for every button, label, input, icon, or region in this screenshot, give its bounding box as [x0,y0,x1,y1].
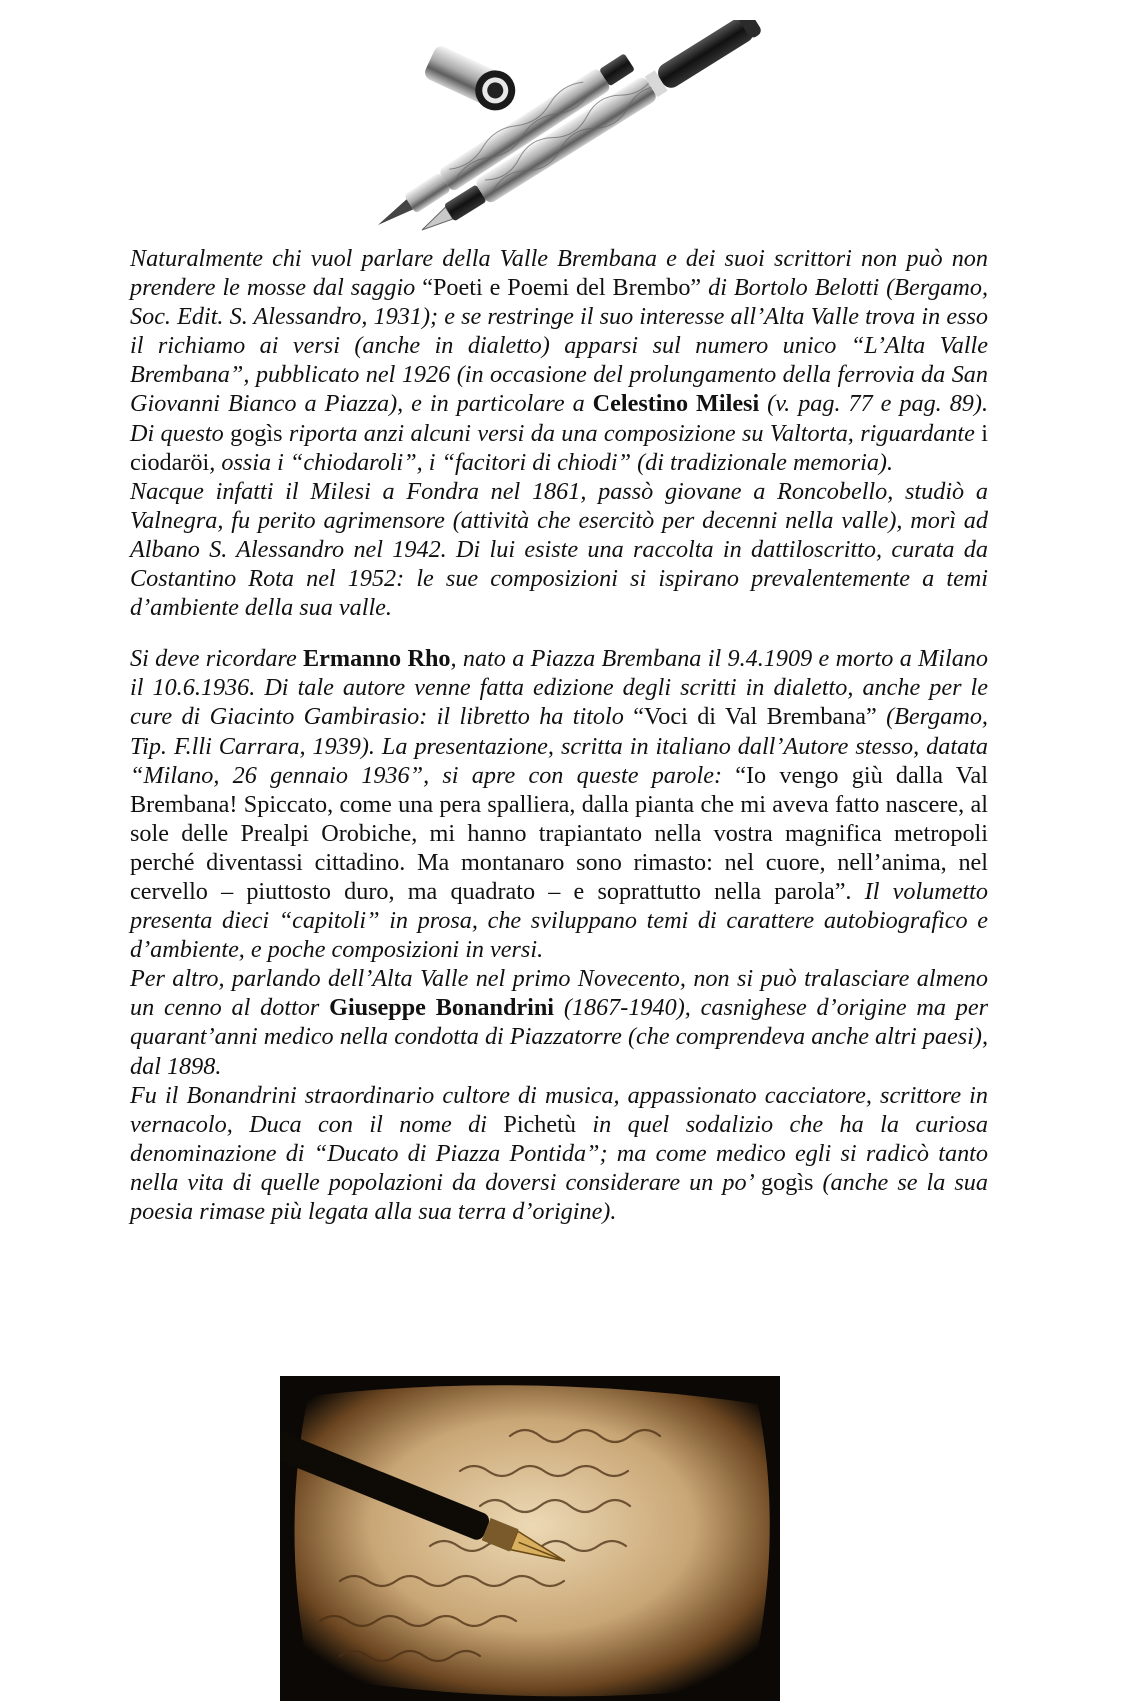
text-segment: (v. pag. 77 e pag. 89). Di questo [130,390,988,447]
text-segment: “Io vengo giù dalla Val Brembana! Spiccato, come una pera spalliera, dalla pianta che mi aveva fatto nascere, al sole delle Prealpi Orobiche, mi hanno trapiantato nella vostra magnifica metropoli perché diventassi cittadino. Ma montanaro sono rimasto: nel cuore, nell’anima, nel cervello – piuttosto duro, ma quadrato – e soprattutto nella parola”. [130,761,988,905]
article-text [130,244,988,1226]
text-segment: di Bortolo Belotti (Bergamo, Soc. Edit. S. Alessandro, 1931); e se restringe il suo interesse all’Alta Valle trova in esso il richiamo ai versi (anche in dialetto) apparsi sul numero unico “L’Alta Valle Brembana”, pubblicato nel 1926 (in occasione del prolungamento della ferrovia da San Giovanni Bianco a Piazza), e in particolare a [130,274,988,418]
text-segment: gogìs [230,419,283,447]
paragraph-3 [130,644,988,964]
paragraph-1 [130,244,988,477]
text-segment: i ciodaröi [130,419,988,476]
text-segment: Fu il Bonandrini straordinario cultore di musica, appassionato cacciatore, scrittore in vernacolo, Duca con il nome di [130,1081,988,1138]
text-segment: Il volumetto presenta dieci “capitoli” in prosa, che sviluppano temi di carattere autobiografico e d’ambiente, e poche composizioni in versi. [130,877,988,964]
text-segment: Celestino Milesi [592,390,760,418]
text-segment: (anche se la sua poesia rimase più legata alla sua terra d’origine). [130,1168,988,1225]
text-segment: Naturalmente chi vuol parlare della Valle Brembana e dei suoi scrittori non può non prendere le mosse dal saggio [130,245,988,302]
text-segment: in quel sodalizio che ha la curiosa denominazione di “Ducato di Piazza Pontida”; ma come medico egli si radicò tanto nella vita di quelle popolazioni da doversi considerare un po’ [130,1110,988,1196]
text-segment: , nato a Piazza Brembana il 9.4.1909 e morto a Milano il 10.6.1936. Di tale autore venne fatta edizione degli scritti in dialetto, anche per le cure di Giacinto Gambirasio: il libretto ha titolo [130,645,988,731]
text-segment: “Voci di Val Brembana” [633,703,877,731]
paragraph-4 [130,964,988,1080]
text-segment: (1867-1940), casnighese d’origine ma per quarant’anni medico nella condotta di Piazzatorre (che comprendeva anche altri paesi), dal 1898. [130,994,988,1080]
text-segment: , ossia i “chiodaroli”, i “facitori di chiodi” (di tradizionale memoria). [209,448,894,476]
paragraph-5 [130,1081,988,1226]
text-segment: “Poeti e Poemi del Brembo” [422,274,702,302]
fountain-pen-illustration [360,20,800,245]
text-segment: Per altro, parlando dell’Alta Valle nel primo Novecento, non si può tralasciare almeno un cenno al dottor [130,965,988,1022]
text-segment: Giuseppe Bonandrini [329,994,555,1022]
text-segment: (Bergamo, Tip. F.lli Carrara, 1939). La presentazione, scritta in italiano dall’Autore stesso, datata “Milano, 26 gennaio 1936”, si apre con queste parole: [130,703,988,789]
text-segment: Ermanno Rho [303,645,451,673]
handwritten-letter-photo [280,1376,780,1701]
text-segment: gogìs [761,1168,814,1196]
text-segment: Nacque infatti il Milesi a Fondra nel 1861, passò giovane a Roncobello, studiò a Valnegra, fu perito agrimensore (attività che esercitò per decenni nella valle), morì ad Albano S. Alessandro nel 1942. Di lui esiste una raccolta in dattiloscritto, curata da Costantino Rota nel 1952: le sue composizioni si ispirano prevalentemente a temi d’ambiente della sua valle. [130,477,988,622]
paragraph-2 [130,477,988,622]
text-segment: riporta anzi alcuni versi da una composizione su Valtorta, riguardante [282,419,982,447]
text-segment: Pichetù [503,1110,576,1138]
text-segment: Si deve ricordare [130,645,304,673]
